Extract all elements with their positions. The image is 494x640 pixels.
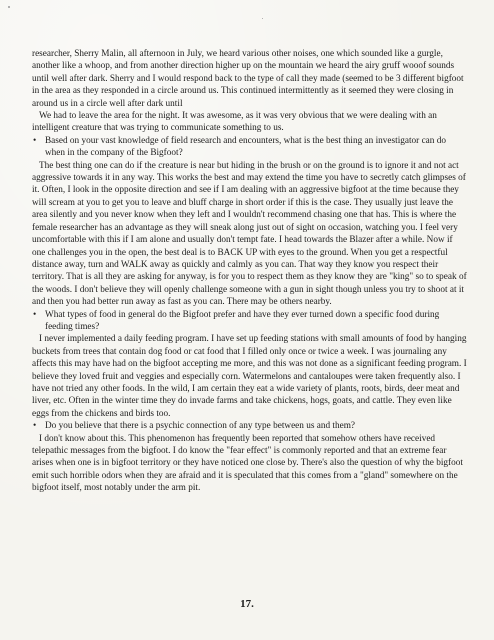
paragraph: I never implemented a daily feeding program. I have set up feeding stations with small amounts of food by hanging buckets from trees that contain dog food or cat food that I filled only once or twice a week. I was journaling any affects this may have had on the bigfoot accepting me more, and this was not done as a significant feeding program. I believe they loved fruit and veggies and especially corn. Watermelons and cantaloupes were taken frequently also. I have not tried any other foods. In the wild, I am certain they eat a wide variety of plants, roots, birds, deer meat and liver, etc. Often in the winter time they do invade farms and take chickens, hogs, goats, and cattle. They even like eggs from the chickens and birds too.: [32, 334, 467, 419]
scan-speck: [8, 6, 10, 8]
bullet-icon: •: [33, 309, 37, 320]
paragraph: We had to leave the area for the night. It was awesome, as it was very obvious that we were dealing with an intelligent creature that was trying to communicate something to us.: [32, 111, 437, 134]
bullet-icon: •: [33, 135, 37, 146]
question: [32, 420, 468, 432]
question-text: What types of food in general do the Bigfoot prefer and have they ever turned down a specific food during feeding times?: [45, 309, 440, 332]
paragraph: I don't know about this. This phenomenon has frequently been reported that somehow others have received telepathic messages from the bigfoot. I do know the "fear effect" is commonly reported and that an extreme fear arises when one is in bigfoot territory or they have noticed one close by. There's also the question of why the bigfoot emit such horrible odors when they are afraid and it is speculated that this comes from a "gland" somewhere on the bigfoot itself, most notably under the arm pit.: [32, 433, 463, 494]
question-text: Do you believe that there is a psychic connection of any type between us and them?: [45, 421, 356, 432]
paragraph: researcher, Sherry Malin, all afternoon in July, we heard various other noises, one which sounded like a gurgle, another like a whoop, and from another direction higher up on the mountain we heard the airy gruff wooof sounds until well after dark. Sherry and I would respond back to the type of call they made (seemed to be 3 different bigfoot in the area as they responded in a circle around us. This continued intermittently as it seemed they were closing in around us in a circle well after dark until: [32, 49, 464, 109]
question: [32, 135, 468, 160]
question: [32, 309, 468, 334]
scan-speck: [262, 18, 263, 19]
body-text: [32, 48, 468, 495]
paragraph: The best thing one can do if the creature is near but hiding in the brush or on the ground is to ignore it and not act aggressive towards it in any way. This works the best and may extend the time you have to secretly catch glimpses of it. Often, I look in the opposite direction and see if I am dealing with an aggressive bigfoot at the time because they will scream at you to get you to leave and bluff charge in short order if this is the case. They usually just leave the area silently and you never know when they left and I wouldn't recommend chasing one that has. This is where the female researcher has an advantage as they will sneak along just out of sight on occasion, watching you. I feel very uncomfortable with this if I am alone and usually don't tempt fate. I head towards the Blazer after a while. Now if one challenges you in the open, the best deal is to BACK UP with eyes to the ground. When you get a respectful distance away, turn and WALK away as quickly and calmly as you can. That way they know you respect their territory. That is all they are asking for anyway, is for you to respect them as they know they are "king" so to speak of the woods. I don't believe they will openly challenge someone with a gun in sight though unless you try to shoot at it and then you had better run away as fast as you can. There may be others nearby.: [32, 160, 467, 308]
question-text: Based on your vast knowledge of field research and encounters, what is the best thing an investigator can do when in the company of the Bigfoot?: [45, 135, 446, 159]
page-number: 17.: [240, 598, 254, 610]
bullet-icon: •: [33, 421, 37, 432]
